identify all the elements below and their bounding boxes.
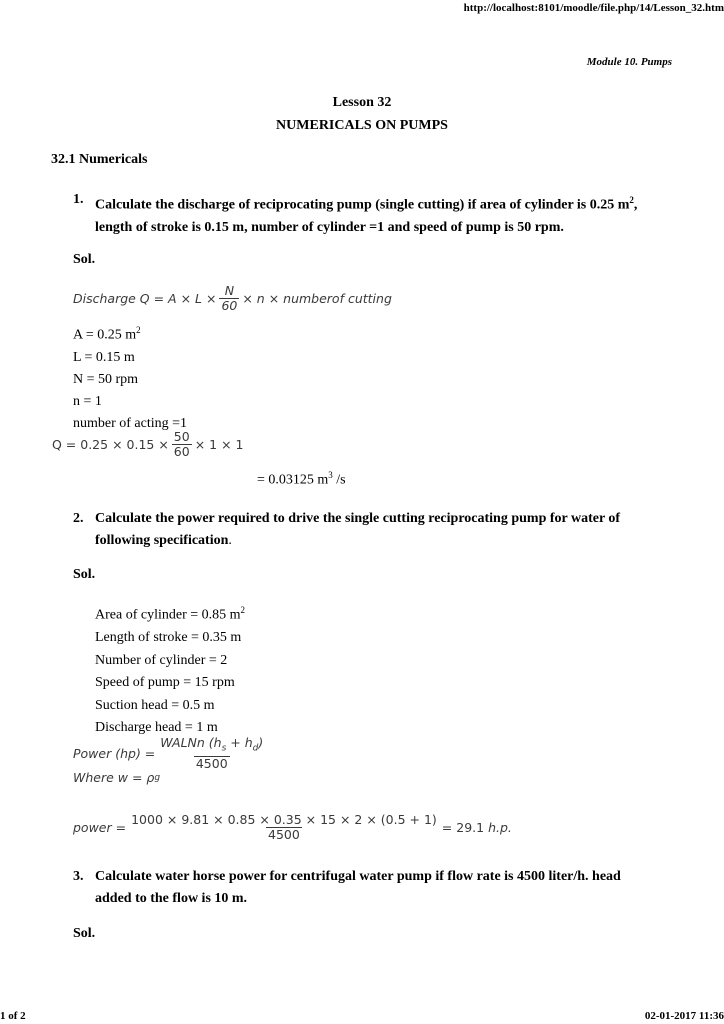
given-speed: N = 50 rpm	[73, 371, 139, 387]
given-area: A = 0.25 $m^2$	[73, 325, 141, 343]
question-2	[73, 508, 621, 548]
module-label: Module 10. Pumps	[586, 56, 672, 68]
question-1-text: Calculate the discharge of reciprocating pump (single cutting) if area of cylinder is 0.25 $m^2$, length of stroke is 0.15 m, number of cylinder =1 and speed of pump is 50 rpm.	[95, 195, 638, 235]
water-density-note: Where w = ρ g	[73, 770, 161, 785]
given-acting: number of acting =1	[73, 415, 188, 431]
given-n: n = 1	[73, 393, 102, 409]
given-pump-speed: Speed of pump = 15 rpm	[95, 675, 235, 691]
section-heading: 32.1 Numericals	[51, 152, 148, 167]
question-3-text: Calculate water horse power for centrifugal water pump if flow rate is 4500 liter/h. head added to the flow is 10 m.	[95, 869, 621, 906]
given-discharge-head: Discharge head = 1 m	[95, 720, 218, 736]
power-calculation: power = $\frac{1000 \times 9.81 \times 0.85 \times 0.35 \times 15 \times 2 \times (0.5 + 1)}{4500}$ = 29.1 h.p.	[73, 812, 512, 842]
question-3	[73, 866, 621, 906]
lesson-title: NUMERICALS ON PUMPS	[276, 118, 448, 133]
lesson-number: Lesson 32	[332, 95, 392, 110]
q2-givens	[95, 599, 245, 740]
question-2-text: Calculate the power required to drive the single cutting reciprocating pump for water of following specification.	[95, 511, 621, 548]
given-cylinder-count: Number of cylinder = 2	[95, 652, 228, 668]
q1-givens	[73, 319, 187, 435]
question-1-number: 1.	[73, 192, 84, 207]
discharge-result: = 0.03125 $m^3$ /s	[257, 470, 346, 488]
question-1	[73, 189, 638, 235]
print-datetime: 02-01-2017 11:36	[644, 1010, 724, 1022]
given-stroke-length: Length of stroke = 0.35 m	[95, 630, 242, 646]
solution-2-label: Sol.	[73, 567, 96, 582]
given-suction-head: Suction head = 0.5 m	[95, 697, 215, 713]
given-cylinder-area: Area of cylinder = 0.85 $m^2$	[95, 605, 246, 623]
question-2-number: 2.	[73, 511, 84, 526]
solution-3-label: Sol.	[73, 926, 96, 941]
solution-1-label: Sol.	[73, 252, 96, 267]
power-formula: Power (hp) = $\frac{WALNn (h_s + h_d)}{4500}$	[73, 735, 264, 771]
discharge-formula: Discharge Q = A × L × $\frac{N}{60}$ × n × numberof cutting	[73, 283, 392, 313]
discharge-calculation: Q = 0.25 × 0.15 × $\frac{50}{60}$ × 1 × 1	[52, 429, 244, 459]
given-length: L = 0.15 m	[73, 349, 135, 365]
page-url: http://localhost:8101/moodle/file.php/14/Lesson_32.htm	[463, 2, 724, 14]
page-count: 1 of 2	[0, 1010, 26, 1022]
question-3-number: 3.	[73, 869, 84, 884]
